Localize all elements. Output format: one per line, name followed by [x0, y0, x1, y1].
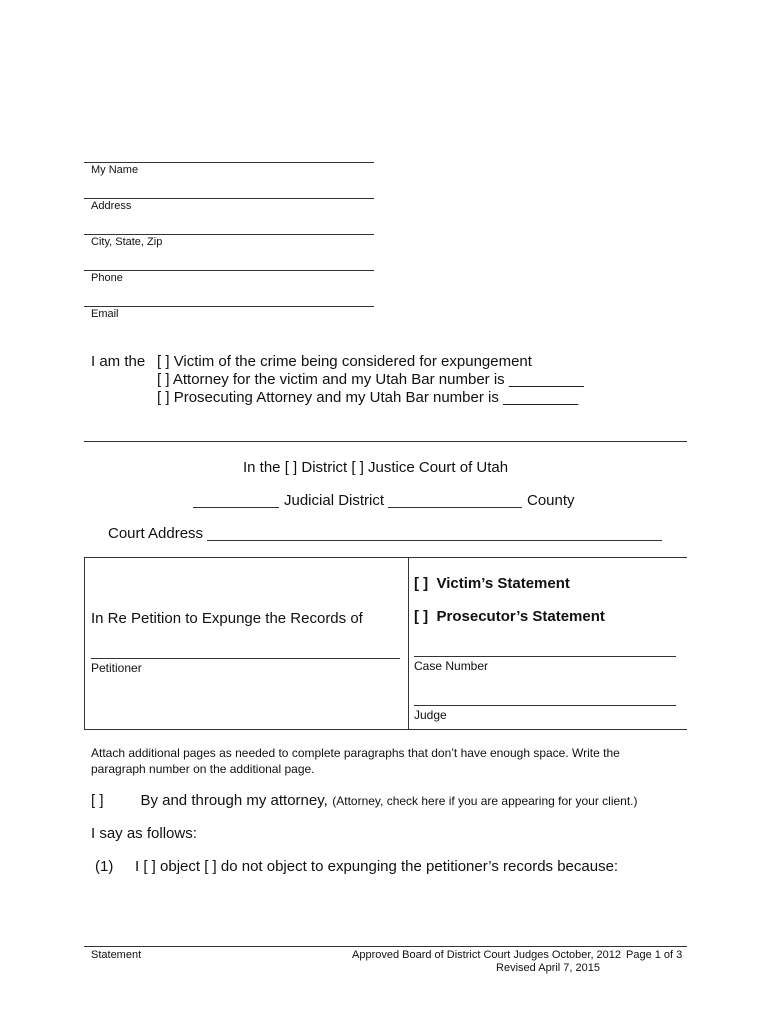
footer-divider: [84, 946, 687, 947]
county-label: County: [527, 492, 575, 509]
prosecutor-statement-checkbox[interactable]: [ ]: [414, 608, 429, 625]
footer-approved: Approved Board of District Court Judges October, 2012: [352, 949, 622, 961]
victim-statement-text: Victim’s Statement: [436, 575, 570, 592]
petitioner-label: Petitioner: [91, 661, 142, 675]
section-divider-top: [84, 441, 687, 442]
address-label: Address: [91, 200, 132, 212]
caption-divider-vertical: [408, 557, 409, 730]
role-victim-checkbox[interactable]: [ ]: [157, 353, 170, 370]
judge-line[interactable]: [414, 705, 676, 706]
judicial-district-label: Judicial District: [284, 492, 385, 509]
role-victim-option[interactable]: [157, 353, 532, 370]
phone-line[interactable]: [84, 270, 374, 271]
petitioner-line[interactable]: [91, 658, 400, 659]
victim-statement-checkbox[interactable]: [ ]: [414, 575, 429, 592]
by-through-attorney-text: By and through my attorney,: [140, 792, 328, 809]
judge-label: Judge: [414, 708, 447, 722]
court-type-line[interactable]: In the [ ] District [ ] Justice Court of Utah: [243, 459, 509, 476]
role-attorney-text: Attorney for the victim and my Utah Bar number is _________: [172, 371, 584, 388]
city-state-zip-line[interactable]: [84, 234, 374, 235]
address-line[interactable]: [84, 198, 374, 199]
footer-center: [352, 949, 622, 975]
role-attorney-option[interactable]: [157, 371, 584, 388]
prosecutor-statement-text: Prosecutor’s Statement: [436, 608, 605, 625]
role-prosecutor-checkbox[interactable]: [ ]: [157, 389, 170, 406]
judicial-district-blank[interactable]: [193, 507, 279, 508]
email-line[interactable]: [84, 306, 374, 307]
court-address-label: Court Address: [108, 525, 204, 542]
paragraph-1-text[interactable]: I [ ] object [ ] do not object to expunging the petitioner’s records because:: [135, 858, 619, 875]
my-name-label: My Name: [91, 164, 139, 176]
phone-label: Phone: [91, 272, 123, 284]
case-number-label: Case Number: [414, 659, 489, 673]
i-say-as-follows: I say as follows:: [91, 825, 197, 842]
victim-statement-option[interactable]: [414, 575, 570, 592]
role-attorney-checkbox[interactable]: [ ]: [157, 371, 170, 388]
email-label: Email: [91, 308, 119, 320]
role-prosecutor-text: Prosecuting Attorney and my Utah Bar number is _________: [173, 389, 579, 406]
attorney-checkbox[interactable]: [ ]: [91, 792, 104, 809]
county-blank[interactable]: [388, 507, 522, 508]
case-number-line[interactable]: [414, 656, 676, 657]
footer-revised: Revised April 7, 2015: [496, 962, 600, 974]
attach-pages-note: Attach additional pages as needed to complete paragraphs that don’t have enough space. Write the paragraph number on the additional page.: [91, 746, 620, 776]
footer-page-number: Page 1 of 3: [626, 949, 683, 961]
prosecutor-statement-option[interactable]: [414, 608, 605, 625]
city-state-zip-label: City, State, Zip: [91, 236, 163, 248]
attorney-note: (Attorney, check here if you are appearing for your client.): [332, 794, 638, 808]
in-re-title: In Re Petition to Expunge the Records of: [91, 610, 363, 627]
caption-divider-bottom: [84, 729, 687, 730]
role-victim-text: Victim of the crime being considered for expungement: [173, 353, 532, 370]
caption-divider-left: [84, 557, 85, 730]
court-address-blank[interactable]: [207, 540, 662, 541]
caption-divider-top: [84, 557, 687, 558]
i-am-the-label: I am the: [91, 353, 146, 370]
role-prosecutor-option[interactable]: [157, 389, 578, 406]
footer-left: Statement: [91, 949, 142, 961]
my-name-line[interactable]: [84, 162, 374, 163]
paragraph-1-number: (1): [95, 858, 114, 875]
attorney-appearance-row[interactable]: [91, 792, 638, 810]
